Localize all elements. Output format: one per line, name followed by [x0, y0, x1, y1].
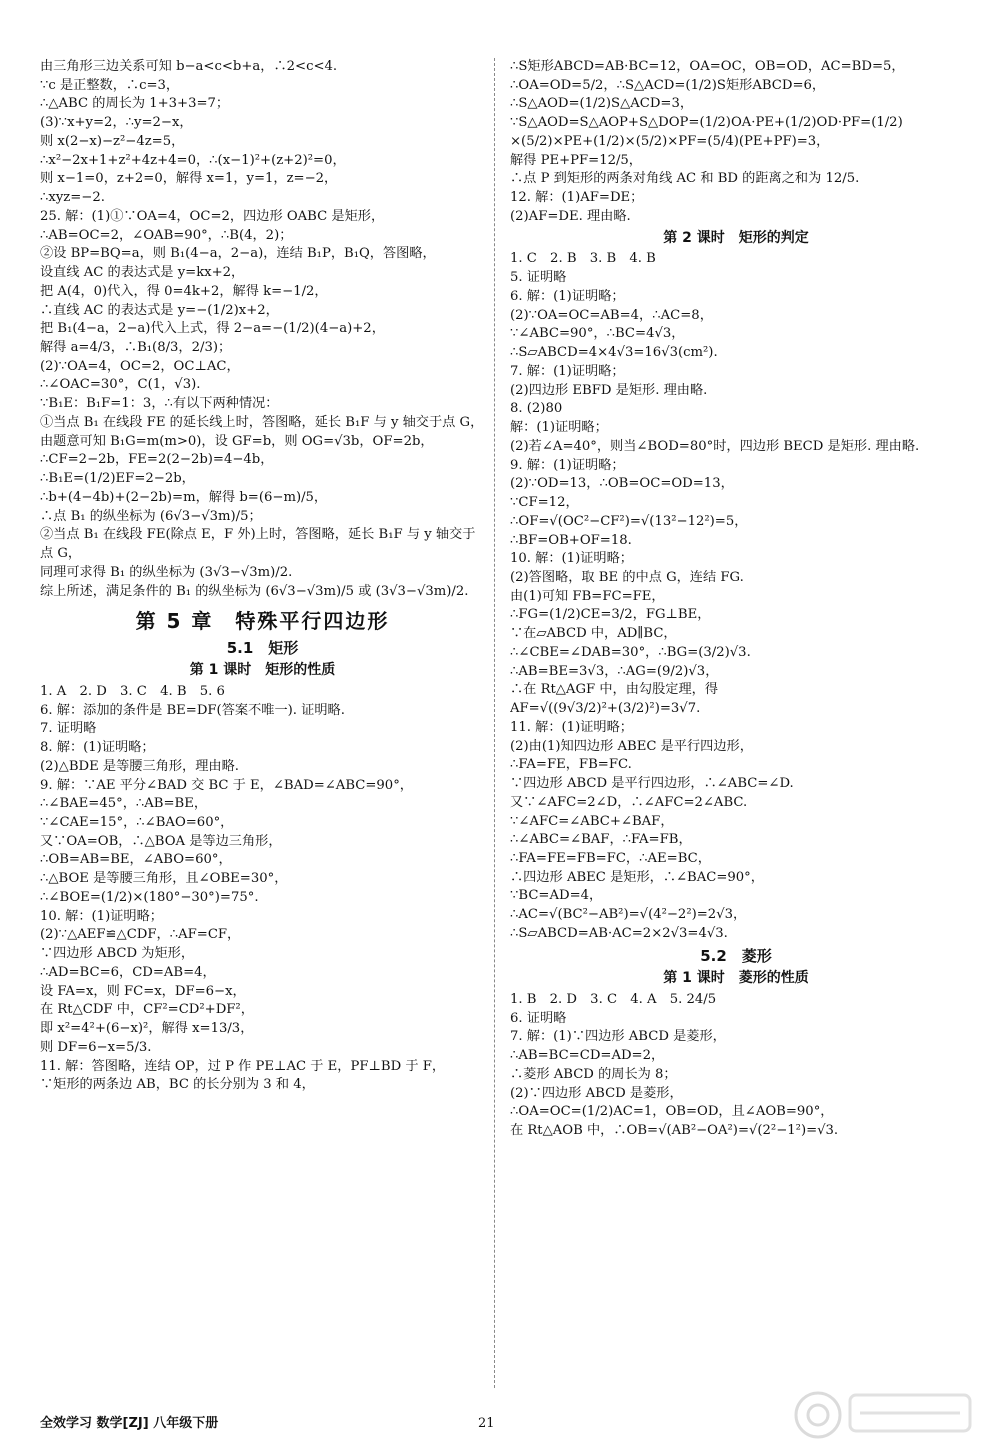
answer-line: ∵B₁E：B₁F=1：3，∴有以下两种情况： — [40, 396, 279, 412]
answer-line: ∴AB=BE=3√3，∴AG=(9/2)√3， — [510, 663, 719, 679]
answer-line: 又∵OA=OB，∴△BOA 是等边三角形， — [40, 833, 282, 849]
answer-line: 同理可求得 B₁ 的纵坐标为 (3√3−√3m)/2. — [40, 564, 293, 580]
answer-line: ②设 BP=BQ=a，则 B₁(4−a，2−a)，连结 B₁P，B₁Q，答图略， — [40, 246, 436, 262]
answer-line: ∴S矩形ABCD=AB·BC=12，OA=OC，OB=OD，AC=BD=5， — [510, 59, 905, 74]
answer-line: ∴CF=2−2b，FE=2(2−2b)=4−4b， — [40, 452, 274, 468]
answer-line: 11. 解：(1)证明略； — [510, 719, 633, 735]
answer-line: ∴直线 AC 的表达式是 y=−(1/2)x+2， — [40, 302, 279, 318]
answer-line: 10. 解：(1)证明略； — [40, 908, 163, 924]
answer-line: ∴∠ABC=∠BAF，∴FA=FB， — [510, 832, 692, 848]
section-heading: 5.1 矩形 — [226, 638, 299, 657]
answer-line: 9. 解：(1)证明略； — [510, 457, 625, 473]
answer-line: 由(1)可知 FB=FC=FE， — [510, 588, 665, 604]
answer-line: ∴OA=OC=(1/2)AC=1，OB=OD，且∠AOB=90°， — [510, 1104, 834, 1120]
answer-line: ∵∠AFC=∠ABC+∠BAF， — [510, 813, 674, 829]
answer-line: ∴∠CBE=∠DAB=30°，∴BG=(3/2)√3. — [510, 644, 751, 660]
answer-line: (2)AF=DE. 理由略. — [510, 208, 631, 224]
answer-line: 11. 解：答图略，连结 OP，过 P 作 PE⊥AC 于 E，PF⊥BD 于 F， — [40, 1058, 446, 1074]
answer-line: ∵四边形 ABCD 为矩形， — [40, 946, 195, 962]
answer-line: 6. 解：添加的条件是 BE=DF(答案不唯一). 证明略. — [40, 702, 345, 718]
answer-line: ∴AB=BC=CD=AD=2， — [510, 1048, 665, 1064]
answer-line: ∴S▱ABCD=AB·AC=2×2√3=4√3. — [510, 925, 728, 941]
answer-line: 7. 解：(1)∵四边形 ABCD 是菱形， — [510, 1029, 726, 1045]
answer-line: ∴FA=FE=FB=FC，∴AE=BC， — [510, 850, 711, 866]
answer-line: ∴FA=FE，FB=FC. — [510, 757, 632, 773]
answer-line: 把 B₁(4−a，2−a)代入上式，得 2−a=−(1/2)(4−a)+2， — [40, 321, 385, 337]
answer-line: ∴S△AOD=(1/2)S△ACD=3， — [510, 96, 694, 112]
answer-line: ∴xyz=−2. — [40, 190, 105, 206]
answer-line: ∴b+(4−4b)+(2−2b)=m，解得 b=(6−m)/5， — [40, 489, 328, 505]
answer-line: 在 Rt△CDF 中，CF²=CD²+DF²， — [40, 1002, 254, 1018]
answer-line: ∴AB=OC=2，∠OAB=90°，∴B(4，2)； — [40, 227, 293, 243]
answer-line: ∴在 Rt△AGF 中，由勾股定理，得 — [510, 682, 719, 698]
answer-line: ①当点 B₁ 在线段 FE 的延长线上时，答图略，延长 B₁F 与 y 轴交于点 G， — [40, 414, 484, 430]
answer-line: ∴OF=√(OC²−CF²)=√(13²−12²)=5， — [510, 513, 748, 529]
answer-line: ∵矩形的两条边 AB，BC 的长分别为 3 和 4， — [40, 1077, 315, 1093]
answer-line: ∵S△AOD=S△AOP+S△DOP=(1/2)OA·PE+(1/2)OD·PF=(1/2) — [510, 115, 903, 131]
answer-line: 把 A(4，0)代入，得 0=4k+2，解得 k=−1/2， — [40, 283, 328, 299]
answer-line: (2)若∠A=40°，则当∠BOD=80°时，四边形 BECD 是矩形. 理由略. — [510, 438, 920, 454]
answer-line: ∴点 B₁ 的纵坐标为 (6√3−√3m)/5； — [40, 508, 262, 524]
answer-line: ∴x²−2x+1+z²+4z+4=0，∴(x−1)²+(z+2)²=0， — [40, 152, 346, 168]
answer-line: 在 Rt△AOB 中，∴OB=√(AB²−OA²)=√(2²−1²)=√3. — [510, 1122, 839, 1138]
answer-line: ∴OB=AB=BE，∠ABO=60°， — [40, 852, 232, 868]
left-column — [40, 58, 485, 1385]
answer-line: ∴△ABC 的周长为 1+3+3=7； — [40, 96, 230, 112]
answer-line: ∴B₁E=(1/2)EF=2−2b， — [40, 471, 195, 487]
answer-line: 6. 证明略 — [510, 1010, 567, 1026]
answer-line: 9. 解：∵AE 平分∠BAD 交 BC 于 E，∠BAD=∠ABC=90°， — [40, 777, 413, 793]
answer-line: 12. 解：(1)AF=DE； — [510, 190, 644, 206]
answer-line: 10. 解：(1)证明略； — [510, 551, 633, 567]
column-divider — [494, 58, 495, 1388]
answer-line: 6. 解：(1)证明略； — [510, 288, 625, 304]
answer-line: 由三角形三边关系可知 b−a<c<b+a，∴2<c<4. — [40, 59, 338, 74]
answer-line: ∴FG=(1/2)CE=3/2，FG⊥BE， — [510, 607, 711, 623]
answer-line: ②当点 B₁ 在线段 FE(除点 E，F 外)上时，答图略，延长 B₁F 与 y 轴交于点 G， — [40, 527, 476, 562]
answer-line: ∴BF=OB+OF=18. — [510, 532, 632, 548]
lesson-heading: 第 2 课时 矩形的判定 — [663, 229, 809, 246]
answer-line: 又∵∠AFC=2∠D，∴∠AFC=2∠ABC. — [510, 794, 748, 810]
answer-line: ∵四边形 ABCD 是平行四边形，∴∠ABC=∠D. — [510, 776, 794, 792]
watermark-logo — [788, 1385, 988, 1451]
answer-line: ∵∠CAE=15°，∴∠BAO=60°， — [40, 815, 234, 830]
answer-line: ∴S▱ABCD=4×4√3=16√3(cm²). — [510, 345, 718, 361]
answer-line: ∴点 P 到矩形的两条对角线 AC 和 BD 的距离之和为 12/5. — [510, 171, 860, 187]
answer-line: (2)∵OD=13，∴OB=OC=OD=13， — [510, 476, 734, 492]
answer-line: 8. (2)80 — [510, 401, 563, 417]
book-title: 全效学习 数学[ZJ] 八年级下册 — [40, 1415, 219, 1431]
answer-line: (2)四边形 EBFD 是矩形. 理由略. — [510, 382, 708, 398]
lesson-heading: 第 1 课时 矩形的性质 — [189, 661, 336, 678]
answer-line: 则 x−1=0，z+2=0，解得 x=1，y=1，z=−2， — [40, 171, 338, 187]
answer-line: 即 x²=4²+(6−x)²，解得 x=13/3， — [40, 1021, 254, 1037]
lesson-heading: 第 1 课时 菱形的性质 — [663, 969, 809, 986]
answer-line: 1. A 2. D 3. C 4. B 5. 6 — [40, 683, 225, 699]
answer-line: 设 FA=x，则 FC=x，DF=6−x， — [40, 983, 246, 999]
answer-line: AF=√((9√3/2)²+(3/2)²)=3√7. — [510, 701, 701, 717]
answer-line: ∵∠ABC=90°，∴BC=4√3， — [510, 326, 685, 342]
answer-line: ∴∠BOE=(1/2)×(180°−30°)=75°. — [40, 889, 259, 905]
answer-line: 解：(1)证明略； — [510, 420, 608, 436]
answer-line: (2)∵△AEF≌△CDF，∴AF=CF， — [40, 927, 241, 943]
section-heading: 5.2 菱形 — [700, 946, 772, 965]
answer-line: 由题意可知 B₁G=m(m>0)，设 GF=b，则 OG=√3b，OF=2b， — [40, 433, 434, 449]
answer-line: 8. 解：(1)证明略； — [40, 740, 155, 756]
answer-line: 7. 解：(1)证明略； — [510, 363, 625, 379]
answer-line: 25. 解：(1)①∵OA=4，OC=2，四边形 OABC 是矩形， — [40, 208, 385, 224]
answer-line: (2)△BDE 是等腰三角形，理由略. — [40, 758, 239, 774]
answer-line: ∵BC=AD=4， — [510, 888, 603, 904]
answer-line: (3)∵x+y=2，∴y=2−x， — [40, 115, 193, 131]
right-column — [510, 58, 962, 1385]
answer-line: (2)∵OA=OC=AB=4，∴AC=8， — [510, 307, 713, 323]
answer-line: 则 x(2−x)−z²−4z=5， — [40, 133, 185, 149]
answer-line: (2)∵四边形 ABCD 是菱形， — [510, 1085, 683, 1101]
answer-line: ∴AC=√(BC²−AB²)=√(4²−2²)=2√3， — [510, 907, 747, 923]
answer-line: ∵在▱ABCD 中，AD∥BC， — [510, 626, 677, 642]
answer-line: 设直线 AC 的表达式是 y=kx+2， — [40, 265, 245, 281]
answer-line: ×(5/2)×PE+(1/2)×(5/2)×PF=(5/4)(PE+PF)=3， — [510, 133, 830, 149]
answer-line: 综上所述，满足条件的 B₁ 的纵坐标为 (6√3−√3m)/5 或 (3√3−√3m)/2. — [40, 583, 469, 599]
answer-line: 解得 a=4/3，∴B₁(8/3，2/3)； — [40, 340, 232, 356]
page-number: 21 — [478, 1415, 495, 1431]
answer-line: (2)答图略，取 BE 的中点 G，连结 FG. — [510, 569, 744, 585]
answer-line: ∵c 是正整数，∴c=3， — [40, 77, 180, 93]
answer-line: 1. C 2. B 3. B 4. B — [510, 251, 656, 267]
answer-line: 解得 PE+PF=12/5， — [510, 152, 642, 168]
answer-line: (2)由(1)知四边形 ABEC 是平行四边形， — [510, 738, 753, 754]
answer-line: 7. 证明略 — [40, 721, 97, 737]
answer-line: ∴∠BAE=45°，∴AB=BE， — [40, 796, 208, 812]
answer-line: 5. 证明略 — [510, 270, 567, 286]
chapter-heading: 第 5 章 特殊平行四边形 — [135, 609, 390, 634]
answer-line: (2)∵OA=4，OC=2，OC⊥AC， — [40, 358, 240, 374]
answer-line: ∴四边形 ABEC 是矩形，∴∠BAC=90°， — [510, 869, 764, 885]
answer-line: ∴OA=OD=5/2，∴S△ACD=(1/2)S矩形ABCD=6， — [510, 77, 826, 93]
answer-line: ∴菱形 ABCD 的周长为 8； — [510, 1066, 677, 1082]
answer-line: ∵CF=12， — [510, 495, 579, 511]
answer-line: 则 DF=6−x=5/3. — [40, 1039, 152, 1055]
answer-line: 1. B 2. D 3. C 4. A 5. 24/5 — [510, 991, 717, 1007]
answer-line: ∴△BOE 是等腰三角形，且∠OBE=30°， — [40, 871, 288, 887]
answer-line: ∴AD=BC=6，CD=AB=4， — [40, 964, 216, 980]
answer-line: ∴∠OAC=30°，C(1，√3). — [40, 377, 201, 393]
